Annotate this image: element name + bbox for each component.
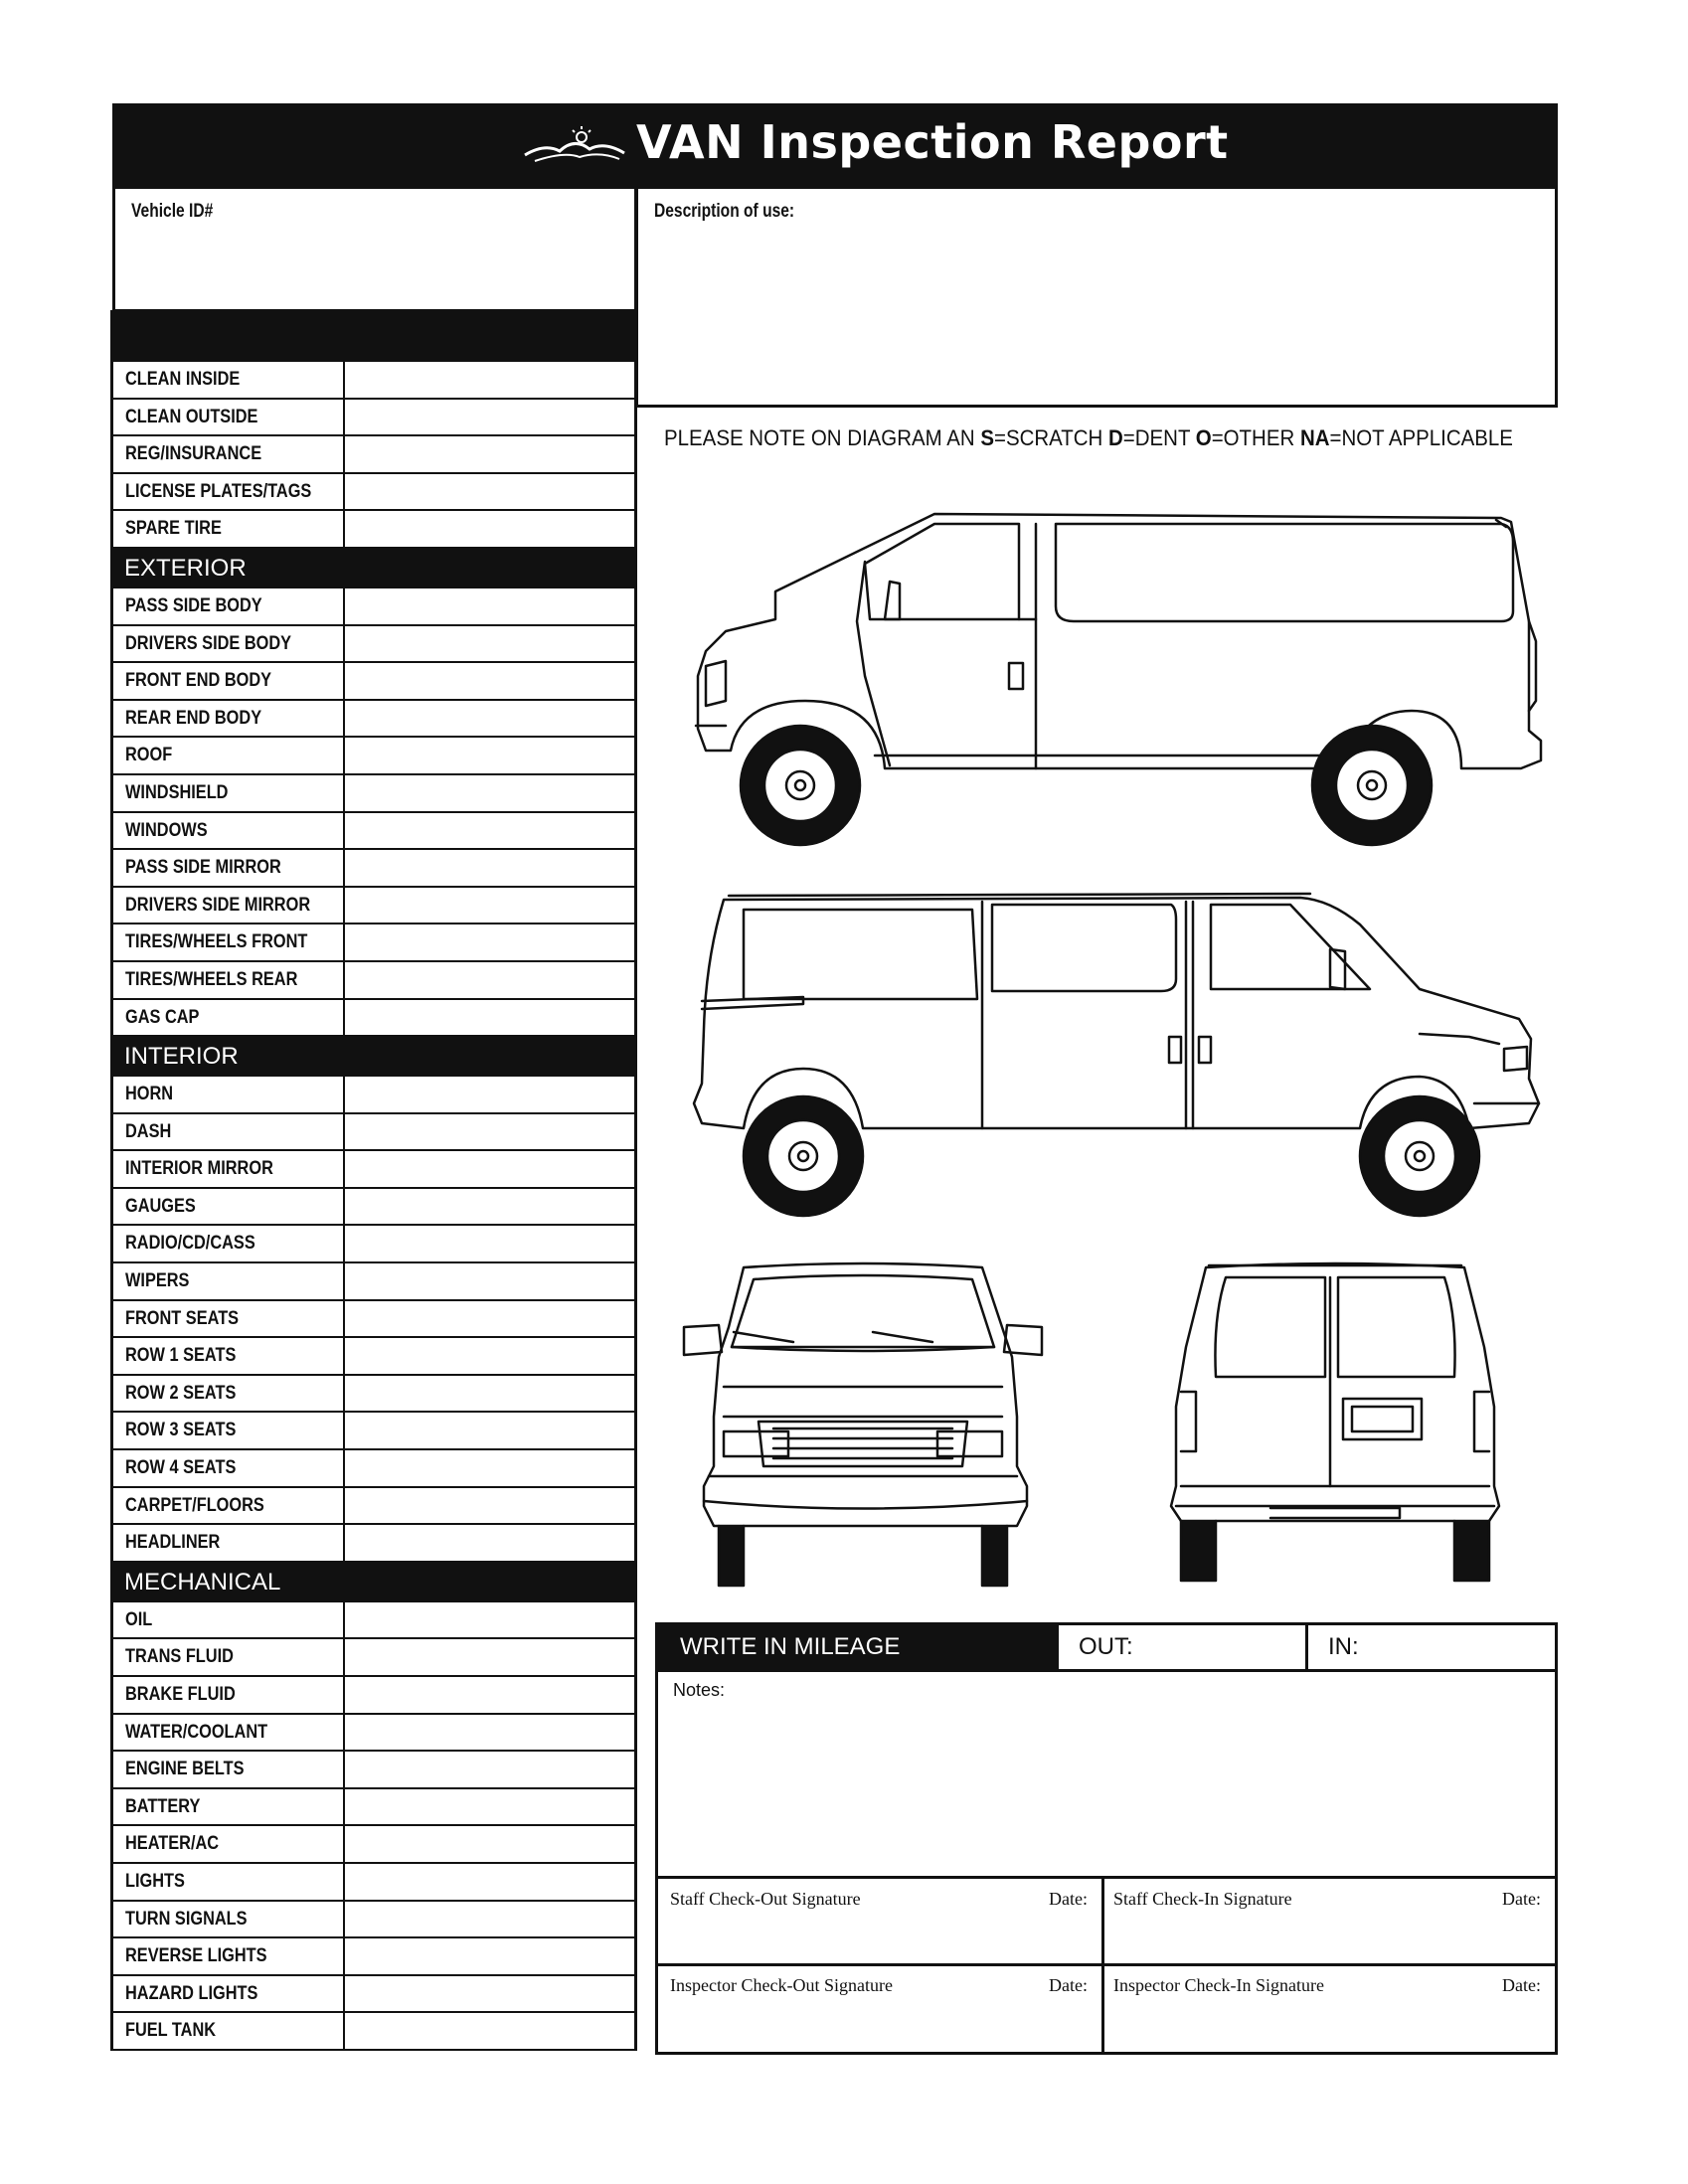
checklist-item-label: [113, 962, 345, 998]
checklist-item-label: [113, 924, 345, 960]
checklist-item-entry-field[interactable]: [345, 1151, 634, 1187]
checklist-item-text: GAS CAP: [125, 1006, 200, 1028]
checklist-item-label: [113, 813, 345, 849]
checklist-item-text: HORN: [125, 1084, 174, 1105]
checklist-item-text: ROW 3 SEATS: [125, 1420, 237, 1441]
checklist-item-entry-field[interactable]: [345, 663, 634, 699]
checklist-item-entry-field[interactable]: [345, 1677, 634, 1713]
interior-heading: INTERIOR: [110, 1037, 637, 1077]
checklist-row-drivers-side-mirror: [110, 888, 637, 925]
interior-section: [110, 1077, 637, 1563]
checklist-item-label: [113, 701, 345, 737]
staff-checkout-signature-label: Staff Check-Out Signature: [670, 1889, 861, 1909]
checklist-row-drivers-side-body: [110, 626, 637, 664]
checklist-item-text: DRIVERS SIDE BODY: [125, 632, 292, 654]
checklist-item-text: ENGINE BELTS: [125, 1759, 245, 1780]
checklist-item-label: [113, 1789, 345, 1825]
checklist-item-label: [113, 474, 345, 510]
description-field[interactable]: [635, 187, 1558, 408]
van-passenger-side-diagram[interactable]: [684, 880, 1551, 1218]
note-s-key: S: [980, 425, 995, 450]
checklist-row-windows: [110, 813, 637, 851]
checklist-item-text: WINDOWS: [125, 819, 208, 841]
checklist-item-entry-field[interactable]: [345, 1189, 634, 1225]
checklist-item-label: [113, 1151, 345, 1187]
checklist-row-brake-fluid: [110, 1677, 637, 1715]
note-o-key: O: [1195, 425, 1212, 450]
inspection-checklist: [110, 310, 637, 2051]
checklist-item-label: [113, 1338, 345, 1374]
checklist-item-text: CLEAN INSIDE: [125, 369, 241, 390]
checklist-row-carpet-floors: [110, 1488, 637, 1526]
checklist-row-engine-belts: [110, 1752, 637, 1789]
checklist-item-text: CLEAN OUTSIDE: [125, 406, 258, 427]
checklist-item-text: ROW 1 SEATS: [125, 1345, 237, 1367]
checklist-item-entry-field[interactable]: [345, 1413, 634, 1448]
staff-checkout-signature-field[interactable]: [655, 1877, 1104, 1966]
checklist-item-label: [113, 1376, 345, 1412]
checklist-item-label: [113, 1976, 345, 2012]
checklist-item-text: CARPET/FLOORS: [125, 1494, 264, 1516]
checklist-item-entry-field[interactable]: [345, 400, 634, 435]
checklist-item-label: [113, 738, 345, 773]
checklist-item-label: [113, 1450, 345, 1486]
checklist-item-text: HEADLINER: [125, 1532, 221, 1554]
checklist-item-label: [113, 626, 345, 662]
checklist-item-label: [113, 663, 345, 699]
diagram-note: [664, 425, 1513, 451]
checklist-row-row-4-seats: [110, 1450, 637, 1488]
checklist-item-label: [113, 1000, 345, 1036]
mountain-sun-logo-icon: [520, 121, 629, 167]
checklist-row-trans-fluid: [110, 1639, 637, 1677]
checklist-item-entry-field[interactable]: [345, 1902, 634, 1937]
checklist-item-text: BRAKE FLUID: [125, 1684, 236, 1705]
checklist-row-row-3-seats: [110, 1413, 637, 1450]
checklist-row-lights: [110, 1864, 637, 1902]
checklist-row-water-coolant: [110, 1715, 637, 1753]
checklist-item-label: [113, 1077, 345, 1112]
checklist-item-label: [113, 1715, 345, 1751]
checklist-item-text: PASS SIDE MIRROR: [125, 857, 281, 879]
checklist-row-windshield: [110, 775, 637, 813]
checklist-item-label: [113, 1263, 345, 1299]
checklist-item-entry-field[interactable]: [345, 738, 634, 773]
checklist-item-label: [113, 1639, 345, 1675]
mileage-out-field[interactable]: OUT:: [1056, 1625, 1305, 1669]
checklist-item-text: FRONT END BODY: [125, 670, 272, 692]
note-na-text: =NOT APPLICABLE: [1329, 425, 1513, 450]
exterior-heading: EXTERIOR: [110, 549, 637, 588]
checklist-row-spare-tire: [110, 511, 637, 549]
checklist-item-entry-field[interactable]: [345, 1488, 634, 1524]
mileage-in-field[interactable]: IN:: [1305, 1625, 1555, 1669]
checklist-item-label: [113, 1602, 345, 1638]
mechanical-heading: MECHANICAL: [110, 1563, 637, 1602]
mechanical-section: [110, 1602, 637, 2051]
checklist-item-label: [113, 775, 345, 811]
checklist-item-entry-field[interactable]: [345, 1602, 634, 1638]
checklist-row-reg-insurance: [110, 436, 637, 474]
vehicle-id-field[interactable]: [112, 187, 637, 312]
checklist-item-text: HEATER/AC: [125, 1833, 220, 1855]
checklist-item-text: FRONT SEATS: [125, 1307, 240, 1329]
checklist-row-pass-side-mirror: [110, 850, 637, 888]
checklist-item-text: ROW 2 SEATS: [125, 1382, 237, 1404]
checklist-item-label: [113, 1189, 345, 1225]
checklist-item-text: TIRES/WHEELS FRONT: [125, 931, 308, 953]
checklist-row-heater-ac: [110, 1826, 637, 1864]
checklist-row-turn-signals: [110, 1902, 637, 1939]
checklist-item-entry-field[interactable]: [345, 924, 634, 960]
checklist-item-label: [113, 1864, 345, 1900]
checklist-item-entry-field[interactable]: [345, 436, 634, 472]
checklist-item-entry-field[interactable]: [345, 1450, 634, 1486]
staff-checkin-date-label: Date:: [1502, 1889, 1541, 1909]
checklist-row-front-seats: [110, 1301, 637, 1339]
note-d-text: =DENT: [1122, 425, 1196, 450]
checklist-row-pass-side-body: [110, 588, 637, 626]
note-d-key: D: [1108, 425, 1123, 450]
notes-field[interactable]: [655, 1670, 1558, 1879]
checklist-item-entry-field[interactable]: [345, 1826, 634, 1862]
checklist-item-entry-field[interactable]: [345, 701, 634, 737]
checklist-item-entry-field[interactable]: [345, 775, 634, 811]
checklist-item-entry-field[interactable]: [345, 1226, 634, 1261]
checklist-item-label: [113, 511, 345, 547]
inspector-checkin-signature-field[interactable]: [1101, 1963, 1558, 2055]
checklist-item-entry-field[interactable]: [345, 1789, 634, 1825]
notes-label: Notes:: [673, 1680, 726, 1700]
checklist-row-wipers: [110, 1263, 637, 1301]
description-label: Description of use:: [654, 201, 795, 222]
checklist-item-label: [113, 1226, 345, 1261]
checklist-item-entry-field[interactable]: [345, 626, 634, 662]
checklist-item-text: TIRES/WHEELS REAR: [125, 968, 298, 990]
checklist-row-battery: [110, 1789, 637, 1827]
checklist-row-hazard-lights: [110, 1976, 637, 2014]
checklist-item-label: [113, 1413, 345, 1448]
checklist-item-label: [113, 2013, 345, 2049]
checklist-item-entry-field[interactable]: [345, 1639, 634, 1675]
van-driver-side-diagram[interactable]: [686, 502, 1551, 850]
inspector-checkout-date-label: Date:: [1049, 1975, 1088, 1995]
checklist-item-entry-field[interactable]: [345, 1864, 634, 1900]
checklist-item-text: REVERSE LIGHTS: [125, 1945, 267, 1967]
checklist-item-label: [113, 888, 345, 924]
checklist-item-label: [113, 362, 345, 398]
checklist-item-label: [113, 1752, 345, 1787]
checklist-item-label: [113, 850, 345, 886]
checklist-item-text: PASS SIDE BODY: [125, 594, 262, 616]
checklist-item-label: [113, 1488, 345, 1524]
mileage-row: [655, 1622, 1558, 1672]
checklist-item-entry-field[interactable]: [345, 1938, 634, 1974]
checklist-item-entry-field[interactable]: [345, 1752, 634, 1787]
checklist-item-text: DASH: [125, 1120, 172, 1142]
checklist-item-text: WINDSHIELD: [125, 781, 229, 803]
checklist-item-entry-field[interactable]: [345, 888, 634, 924]
checklist-row-front-end-body: [110, 663, 637, 701]
checklist-item-label: [113, 1677, 345, 1713]
checklist-item-entry-field[interactable]: [345, 1976, 634, 2012]
checklist-item-entry-field[interactable]: [345, 2013, 634, 2049]
checklist-row-interior-mirror: [110, 1151, 637, 1189]
checklist-item-entry-field[interactable]: [345, 1301, 634, 1337]
checklist-row-tires-wheels-rear: [110, 962, 637, 1000]
checklist-row-rear-end-body: [110, 701, 637, 739]
checklist-row-roof: [110, 738, 637, 775]
checklist-item-label: [113, 436, 345, 472]
checklist-item-entry-field[interactable]: [345, 1338, 634, 1374]
staff-checkin-signature-label: Staff Check-In Signature: [1113, 1889, 1292, 1909]
checklist-item-entry-field[interactable]: [345, 1525, 634, 1561]
note-na-key: NA: [1299, 425, 1330, 450]
checklist-item-text: BATTERY: [125, 1795, 201, 1817]
checklist-row-row-1-seats: [110, 1338, 637, 1376]
checklist-item-text: TRANS FLUID: [125, 1646, 234, 1668]
checklist-item-text: LIGHTS: [125, 1870, 185, 1892]
inspector-checkout-signature-field[interactable]: [655, 1963, 1104, 2055]
checklist-item-text: INTERIOR MIRROR: [125, 1158, 273, 1180]
checklist-item-text: GAUGES: [125, 1195, 196, 1217]
van-front-diagram[interactable]: [674, 1258, 1052, 1600]
checklist-item-label: [113, 1826, 345, 1862]
checklist-item-label: [113, 1525, 345, 1561]
checklist-row-license-plates-tags: [110, 474, 637, 512]
van-rear-diagram[interactable]: [1161, 1258, 1509, 1600]
checklist-item-text: LICENSE PLATES/TAGS: [125, 480, 312, 502]
checklist-item-entry-field[interactable]: [345, 511, 634, 547]
checklist-item-label: [113, 588, 345, 624]
vehicle-id-label: Vehicle ID#: [131, 201, 214, 222]
note-prefix: PLEASE NOTE ON DIAGRAM AN: [664, 425, 981, 450]
inspector-checkin-date-label: Date:: [1502, 1975, 1541, 1995]
checklist-item-entry-field[interactable]: [345, 1077, 634, 1112]
checklist-item-text: REAR END BODY: [125, 707, 262, 729]
checklist-row-fuel-tank: [110, 2013, 637, 2051]
checklist-item-entry-field[interactable]: [345, 588, 634, 624]
checklist-item-entry-field[interactable]: [345, 1376, 634, 1412]
checklist-item-entry-field[interactable]: [345, 362, 634, 398]
mileage-label: WRITE IN MILEAGE: [658, 1625, 1056, 1669]
checklist-item-label: [113, 400, 345, 435]
checklist-item-label: [113, 1301, 345, 1337]
checklist-item-text: ROOF: [125, 745, 173, 766]
exterior-section: [110, 588, 637, 1037]
checklist-item-label: [113, 1938, 345, 1974]
checklist-item-label: [113, 1902, 345, 1937]
report-title: VAN Inspection Report: [636, 115, 1229, 169]
checklist-item-text: SPARE TIRE: [125, 518, 222, 540]
checklist-row-oil: [110, 1602, 637, 1640]
inspector-checkin-signature-label: Inspector Check-In Signature: [1113, 1975, 1324, 1995]
checklist-item-label: [113, 1114, 345, 1150]
note-o-text: =OTHER: [1211, 425, 1300, 450]
checklist-item-entry-field[interactable]: [345, 1263, 634, 1299]
checklist-item-text: RADIO/CD/CASS: [125, 1233, 255, 1255]
checklist-item-entry-field[interactable]: [345, 962, 634, 998]
checklist-row-radio-cd-cass: [110, 1226, 637, 1263]
checklist-row-gas-cap: [110, 1000, 637, 1038]
checklist-row-headliner: [110, 1525, 637, 1563]
checklist-item-entry-field[interactable]: [345, 850, 634, 886]
checklist-item-entry-field[interactable]: [345, 1000, 634, 1036]
staff-checkout-date-label: Date:: [1049, 1889, 1088, 1909]
checklist-item-text: WIPERS: [125, 1270, 190, 1292]
checklist-item-text: WATER/COOLANT: [125, 1721, 268, 1743]
report-header: [112, 103, 1558, 189]
checklist-row-clean-outside: [110, 400, 637, 437]
checklist-item-text: DRIVERS SIDE MIRROR: [125, 894, 311, 916]
note-s-text: =SCRATCH: [994, 425, 1109, 450]
checklist-item-text: FUEL TANK: [125, 2020, 217, 2042]
checklist-item-text: OIL: [125, 1608, 153, 1630]
general-section: [110, 362, 637, 549]
checklist-item-text: TURN SIGNALS: [125, 1908, 248, 1930]
checklist-row-dash: [110, 1114, 637, 1152]
checklist-row-clean-inside: [110, 362, 637, 400]
checklist-item-text: HAZARD LIGHTS: [125, 1982, 258, 2004]
checklist-item-text: ROW 4 SEATS: [125, 1457, 237, 1479]
checklist-item-entry-field[interactable]: [345, 1715, 634, 1751]
staff-checkin-signature-field[interactable]: [1101, 1877, 1558, 1966]
checklist-top-bar: [110, 310, 637, 362]
inspector-checkout-signature-label: Inspector Check-Out Signature: [670, 1975, 893, 1995]
checklist-row-horn: [110, 1077, 637, 1114]
checklist-item-entry-field[interactable]: [345, 1114, 634, 1150]
checklist-row-row-2-seats: [110, 1376, 637, 1414]
checklist-item-entry-field[interactable]: [345, 474, 634, 510]
checklist-row-tires-wheels-front: [110, 924, 637, 962]
checklist-row-gauges: [110, 1189, 637, 1227]
checklist-row-reverse-lights: [110, 1938, 637, 1976]
checklist-item-entry-field[interactable]: [345, 813, 634, 849]
checklist-item-text: REG/INSURANCE: [125, 443, 262, 465]
